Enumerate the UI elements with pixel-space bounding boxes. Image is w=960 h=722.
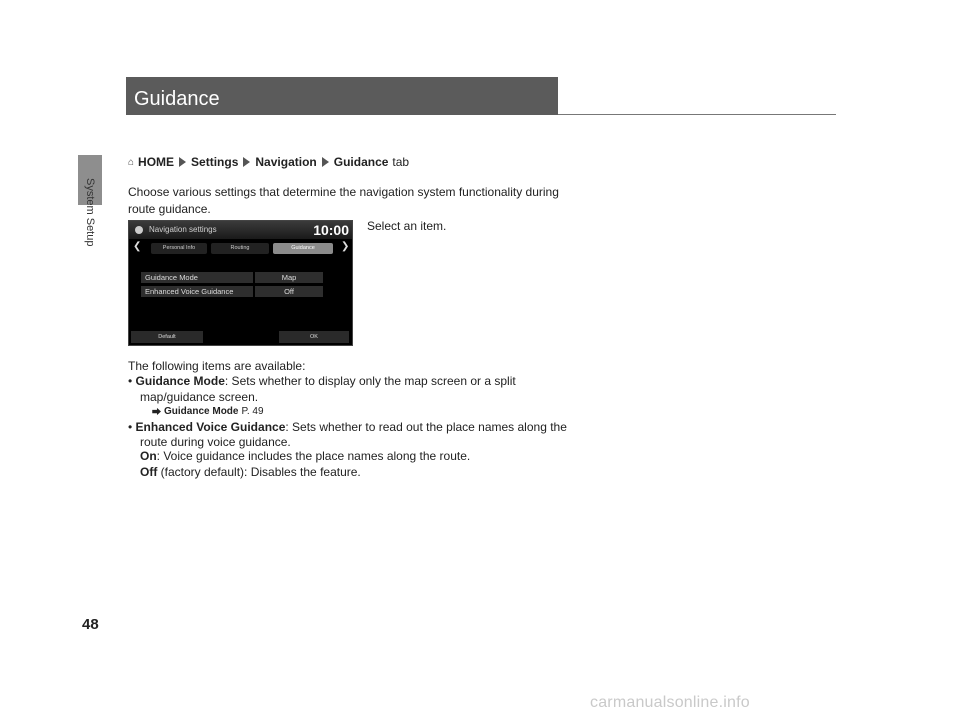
page-title-bar [126,77,558,115]
bullet: • [128,420,133,434]
item-term: Enhanced Voice Guidance [135,420,286,434]
setting-label: Guidance Mode [141,272,253,283]
setting-value: Off [255,286,323,297]
arrow-right-icon [243,157,250,167]
reference-arrow-icon: ⮕ [152,407,162,417]
option-desc: : Voice guidance includes the place names along the route. [156,449,471,463]
items-intro: The following items are available: [128,359,306,373]
item-desc-cont: route during voice guidance. [140,435,291,449]
arrow-right-icon [322,157,329,167]
ref-page: P. 49 [241,406,264,417]
breadcrumb [128,155,409,169]
ok-button[interactable]: OK [279,331,349,343]
select-note: Select an item. [367,219,447,233]
settings-icon [135,226,143,234]
section-label: System Setup [84,178,96,247]
breadcrumb-tail: tab [392,155,410,169]
intro-line-1: Choose various settings that determine the navigation system functionality during [128,185,559,199]
setting-label: Enhanced Voice Guidance [141,286,253,297]
watermark: carmanualsonline.info [590,694,750,711]
tab-personal-info[interactable]: Personal Info [151,243,207,254]
setting-row-enhanced-voice[interactable] [141,286,323,297]
section-sidebar [84,178,98,258]
setting-row-guidance-mode[interactable] [141,272,323,283]
tab-guidance[interactable]: Guidance [273,243,333,254]
intro-line-2: route guidance. [128,202,211,216]
option-term: Off [140,465,158,479]
item-term: Guidance Mode [135,374,225,388]
item-desc: : Sets whether to read out the place names along the [285,420,567,434]
page-number: 48 [82,616,99,633]
breadcrumb-navigation: Navigation [255,155,317,169]
chevron-left-icon[interactable]: ❮ [133,241,142,252]
screen-title: Navigation settings [149,225,217,234]
title-divider [558,114,836,115]
cross-reference[interactable] [152,405,264,418]
home-icon: ⌂ [128,156,135,168]
item-desc-cont: map/guidance screen. [140,390,259,404]
item-guidance-mode [128,373,516,390]
option-desc: (factory default): Disables the feature. [157,465,361,479]
tab-routing[interactable]: Routing [211,243,269,254]
default-button[interactable]: Default [131,331,203,343]
setting-value: Map [255,272,323,283]
navigation-settings-screen [128,220,353,346]
bullet: • [128,374,133,388]
clock: 10:00 [313,222,349,238]
screen-header [129,221,352,239]
chevron-right-icon[interactable]: ❯ [341,241,350,252]
breadcrumb-home: HOME [138,155,175,169]
option-term: On [140,449,157,463]
option-on [140,448,470,465]
page-title: Guidance [134,88,220,110]
option-off [140,464,361,481]
screen-tabs [129,241,352,255]
arrow-right-icon [179,157,186,167]
item-desc: : Sets whether to display only the map screen or a split [224,374,516,388]
breadcrumb-guidance: Guidance [333,155,389,169]
ref-term: Guidance Mode [164,406,239,417]
breadcrumb-settings: Settings [191,155,239,169]
